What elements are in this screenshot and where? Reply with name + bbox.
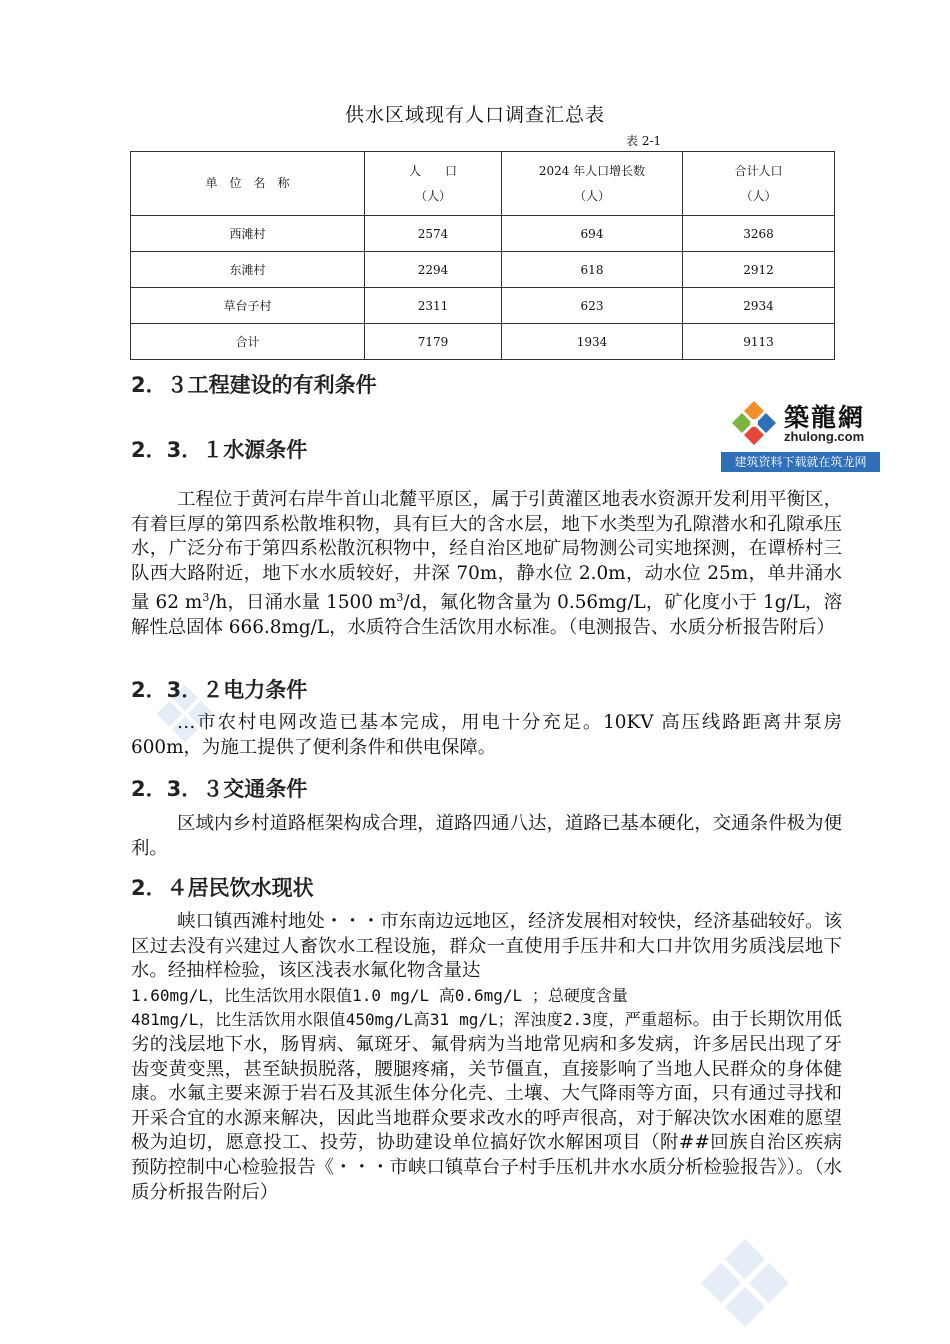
power-paragraph: …市农村电网改造已基本完成，用电十分充足。10KV 高压线路距离井泵房 600m，为施工提供了便利条件和供电保障。 (131, 712, 842, 758)
table-row (131, 252, 835, 288)
traffic-paragraph: 区域内乡村道路框架构成合理，道路四通八达，道路已基本硬化，交通条件极为便利。 (131, 813, 842, 859)
watermark-icon (150, 680, 220, 750)
table-row (131, 288, 835, 324)
logo-domain-text: zhulong.com (784, 429, 865, 444)
table-total-row (131, 324, 835, 360)
drinking-water-paragraph: 峡口镇西滩村地处・・・市东南边远地区，经济发展相对较快，经济基础较好。该区过去没有兴建过人畜饮水工程设施，群众一直使用手压井和大口井饮用劣质浅层地下水。经抽样检验，该区浅表水氟化物含量达 1.60mg/L，比生活饮用水限值1.0 mg/L 高0.6mg/L ；总硬度含量 481mg/L，比生活饮用水限值450mg/L高31 mg/L；浑浊度2.3度，严重超标。由于长期饮用低劣的浅层地下水，肠胃病、氟斑牙、氟骨病为当地常见病和多发病，许多居民出现了牙齿变黄变黑，甚至缺损脱落，腰腿疼痛，关节僵直，直接影响了当地人民群众的身体健康。水氟主要来源于岩石及其派生体分化壳、土壤、大气降雨等方面，只有通过寻找和开采合宜的水源来解决，因此当地群众要求改水的呼声很高，对于解决饮水困难的愿望极为迫切，愿意投工、投劳，协助建设单位搞好饮水解困项目（附##回族自治区疾病预防控制中心检验报告《・・・市峡口镇草台子村手压机井水水质分析检验报告》）。（水质分析报告附后） (131, 911, 842, 1203)
table-cell: 2574 (365, 216, 502, 252)
zhulong-logo (721, 395, 880, 472)
section-heading-2-4: 2．４居民饮水现状 (131, 876, 314, 900)
logo-slogan: 建筑资料下载就在筑龙网 (721, 452, 880, 472)
section-heading-2-3-2: 2．3．２电力条件 (131, 678, 308, 702)
table-cell: 1934 (502, 324, 683, 360)
table-header-row (131, 152, 835, 216)
table-cell: 2294 (365, 252, 502, 288)
table-row (131, 216, 835, 252)
logo-brand-text: 築龍網 (784, 403, 866, 432)
table-cell: 2934 (683, 288, 835, 324)
table-title: 供水区域现有人口调查汇总表 (344, 104, 605, 126)
table-cell: 草台子村 (131, 288, 365, 324)
section-heading-2-3: 2．３工程建设的有利条件 (131, 373, 377, 397)
table-cell: 694 (502, 216, 683, 252)
table-cell: 2311 (365, 288, 502, 324)
table-cell: 618 (502, 252, 683, 288)
section-heading-2-3-3: 2．3．３交通条件 (131, 777, 308, 801)
table-number: 表 2-1 (626, 134, 662, 148)
snowflake-logo-icon (727, 399, 781, 449)
table-cell: 623 (502, 288, 683, 324)
table-cell: 9113 (683, 324, 835, 360)
table-cell: 3268 (683, 216, 835, 252)
table-cell: 东滩村 (131, 252, 365, 288)
header-cell: 单 位 名 称 (131, 152, 365, 216)
water-source-paragraph: 工程位于黄河右岸牛首山北麓平原区，属于引黄灌区地表水资源开发利用平衡区，有着巨厚的第四系松散堆积物，具有巨大的含水层，地下水类型为孔隙潜水和孔隙承压水，广泛分布于第四系松散沉积物中，经自治区地矿局物测公司实地探测，在谭桥村三队西大路附近，地下水水质较好，井深 70m，静水位 2.0m，动水位 25m，单井涌水量 62 $m^3/h$，日涌水量 1500 $m^3/d$，氟化物含量为 0.56mg/L，矿化度小于 1g/L，溶解性总固体 666.8mg/L，水质符合生活饮用水标准。（电测报告、水质分析报告附后） (131, 489, 842, 639)
header-cell: 合计人口 （人） (683, 152, 835, 216)
section-heading-2-3-1: 2．3．１水源条件 (131, 438, 308, 462)
table-cell: 合计 (131, 324, 365, 360)
watermark-icon (690, 1235, 800, 1335)
table-cell: 西滩村 (131, 216, 365, 252)
table-cell: 2912 (683, 252, 835, 288)
header-cell: 2024 年人口增长数 （人） (502, 152, 683, 216)
table-cell: 7179 (365, 324, 502, 360)
population-table (130, 151, 835, 360)
header-cell: 人 口 （人） (365, 152, 502, 216)
